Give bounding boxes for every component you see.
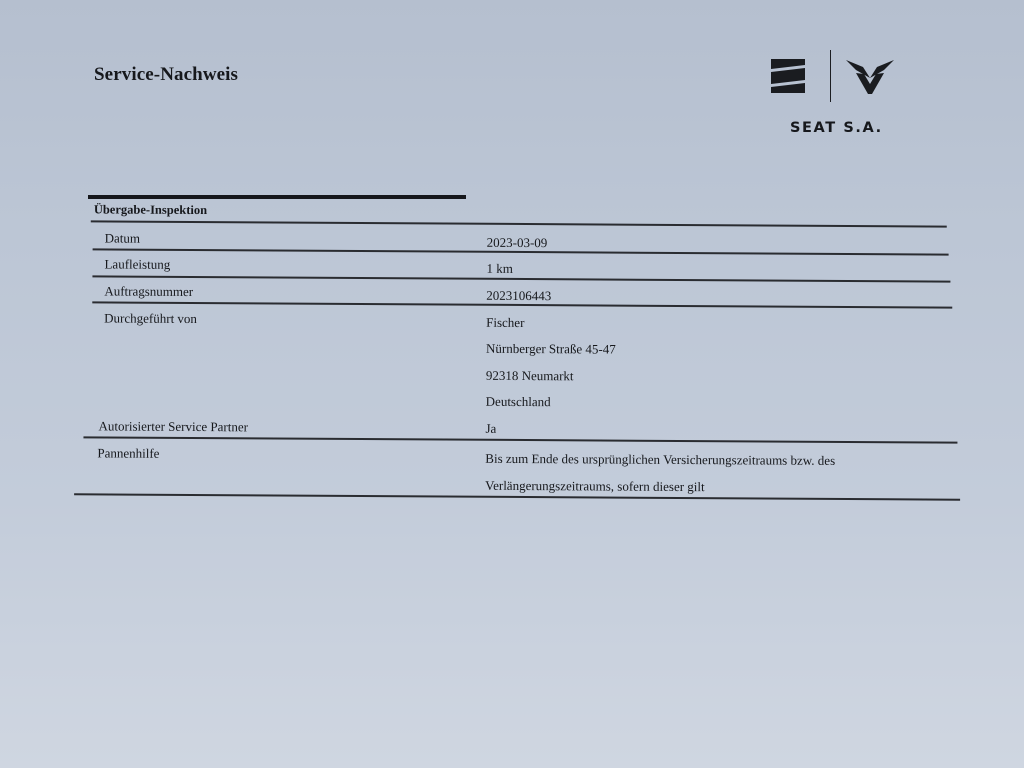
pannenhilfe-label: Pannenhilfe: [97, 445, 160, 461]
row-divider: [83, 436, 957, 443]
durchgefuehrt-country: Deutschland: [485, 393, 551, 410]
datum-label: Datum: [104, 230, 141, 246]
row-divider: [92, 275, 950, 282]
durchgefuehrt-street: Nürnberger Straße 45-47: [485, 340, 616, 357]
row-divider: [74, 493, 960, 500]
datum-value: 2023-03-09: [486, 234, 548, 251]
durchgefuehrt-city: 92318 Neumarkt: [485, 367, 574, 384]
row-divider: [91, 220, 947, 227]
partner-value: Ja: [485, 420, 497, 436]
pannenhilfe-line-1: Bis zum Ende des ursprünglichen Versicherungszeitraums bzw. des: [485, 450, 836, 468]
durchgefuehrt-label: Durchgeführt von: [104, 310, 198, 327]
auftragsnummer-value: 2023106443: [486, 287, 552, 304]
company-name: SEAT S.A.: [790, 120, 883, 136]
durchgefuehrt-name: Fischer: [486, 314, 525, 331]
laufleistung-label: Laufleistung: [104, 256, 171, 272]
auftragsnummer-label: Auftragsnummer: [104, 283, 194, 300]
section-heading: Übergabe-Inspektion: [93, 202, 208, 218]
pannenhilfe-line-2: Verlängerungszeitraums, sofern dieser gilt: [485, 477, 705, 495]
page-title: Service-Nachweis: [94, 64, 239, 85]
partner-label: Autorisierter Service Partner: [98, 418, 249, 435]
laufleistung-value: 1 km: [486, 260, 513, 276]
